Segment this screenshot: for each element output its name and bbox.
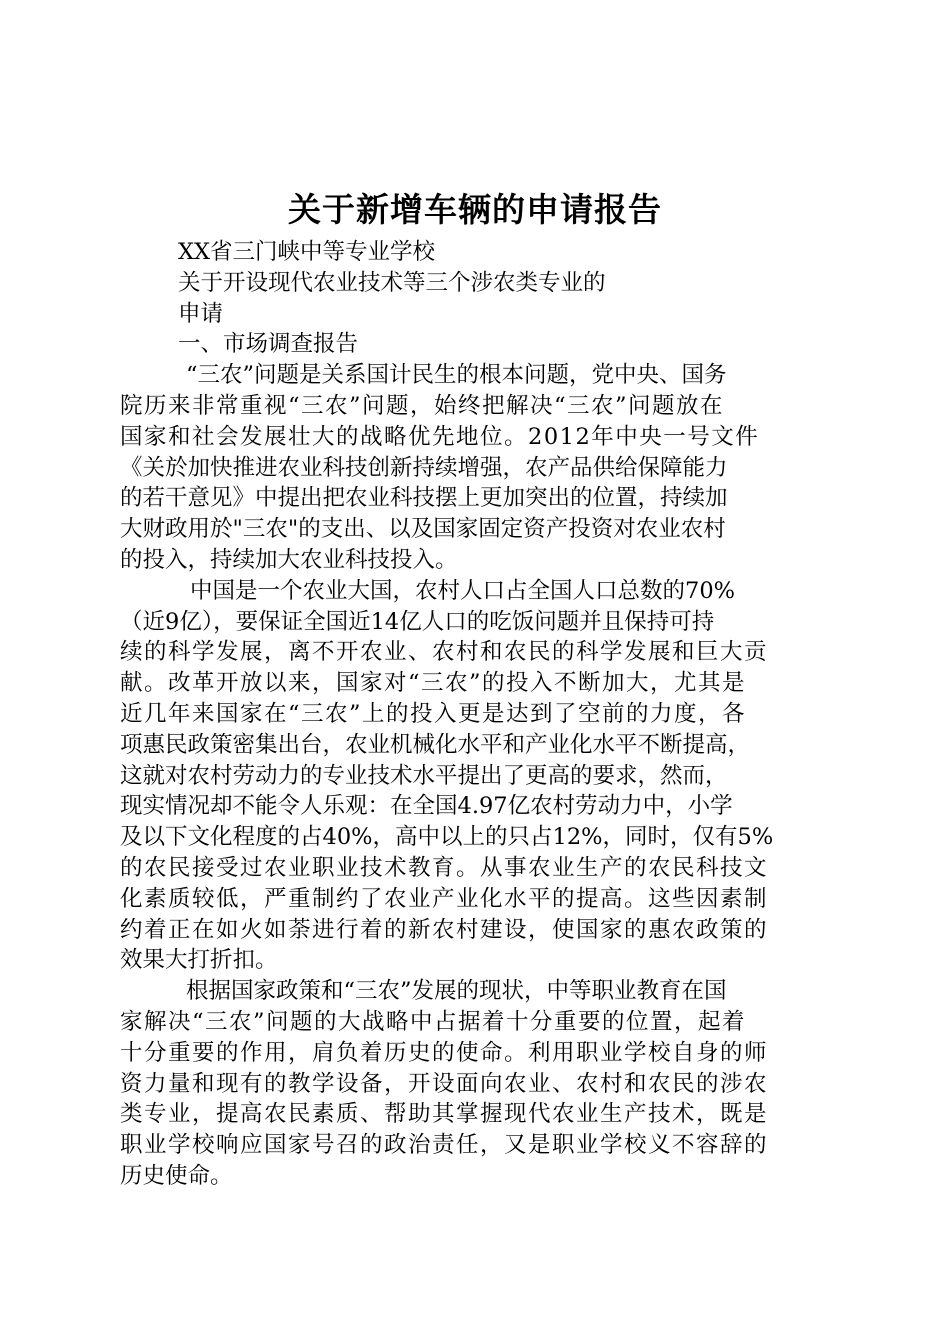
text-line: 家解决“三农”问题的大战略中占据着十分重要的位置，起着 bbox=[120, 1008, 747, 1035]
text-line: 资力量和现有的教学设备，开设面向农业、农村和农民的涉农 bbox=[120, 1070, 769, 1097]
text-line: 效果大打折扣。 bbox=[120, 947, 278, 974]
text-line: （近9亿），要保证全国近14亿人口的吃饭问题并且保持可持 bbox=[120, 608, 715, 635]
text-line: 申请 bbox=[178, 300, 224, 327]
section-heading: 一、市场调查报告 bbox=[178, 331, 359, 358]
text-line: 的若干意见》中提出把农业科技摆上更加突出的位置，持续加 bbox=[120, 485, 728, 512]
text-line: 化素质较低，严重制约了农业产业化水平的提高。这些因素制 bbox=[120, 885, 769, 912]
text-line: XX省三门峡中等专业学校 bbox=[178, 239, 436, 265]
text-line: 中国是一个农业大国，农村人口占全国人口总数的70% bbox=[190, 577, 736, 604]
text-line: 项惠民政策密集出台，农业机械化水平和产业化水平不断提高， bbox=[120, 731, 751, 758]
document-title: 关于新增车辆的申请报告 bbox=[288, 190, 662, 229]
text-line: 及以下文化程度的占40%，高中以上的只占12%，同时，仅有5% bbox=[120, 824, 774, 851]
text-line: 现实情况却不能令人乐观：在全国4.97亿农村劳动力中，小学 bbox=[120, 793, 733, 820]
text-line: 的农民接受过农业职业技术教育。从事农业生产的农民科技文 bbox=[120, 854, 769, 881]
document-body bbox=[120, 237, 832, 1192]
text-line: 近几年来国家在“三农”上的投入更是达到了空前的力度，各 bbox=[120, 700, 747, 727]
text-line: 献。改革开放以来，国家对“三农”的投入不断加大，尤其是 bbox=[120, 670, 747, 697]
text-line: 国家和社会发展壮大的战略优先地位。2012年中央一号文件 bbox=[120, 423, 760, 450]
text-line: 类专业，提高农民素质、帮助其掌握现代农业生产技术，既是 bbox=[120, 1101, 769, 1128]
text-line: 职业学校响应国家号召的政治责任，又是职业学校义不容辞的 bbox=[120, 1132, 769, 1159]
text-line: 这就对农村劳动力的专业技术水平提出了更高的要求，然而， bbox=[120, 762, 728, 789]
text-line: 十分重要的作用，肩负着历史的使命。利用职业学校自身的师 bbox=[120, 1039, 769, 1066]
text-line: 续的科学发展，离不开农业、农村和农民的科学发展和巨大贡 bbox=[120, 639, 769, 666]
text-line: “三农”问题是关系国计民生的根本问题，党中央、国务 bbox=[186, 362, 727, 389]
text-line: 约着正在如火如荼进行着的新农村建设，使国家的惠农政策的 bbox=[120, 916, 769, 943]
text-line: 历史使命。 bbox=[120, 1162, 233, 1189]
text-line: 《关於加快推进农业科技创新持续增强，农产品供给保障能力 bbox=[120, 454, 728, 481]
text-line: 关于开设现代农业技术等三个涉农类专业的 bbox=[178, 269, 606, 296]
text-line: 大财政用於"三农"的支出、以及国家固定资产投资对农业农村 bbox=[120, 516, 726, 543]
text-line: 的投入，持续加大农业科技投入。 bbox=[120, 546, 458, 573]
text-line: 院历来非常重视“三农”问题，始终把解决“三农”问题放在 bbox=[120, 392, 725, 419]
text-line: 根据国家政策和“三农”发展的现状，中等职业教育在国 bbox=[186, 978, 727, 1005]
